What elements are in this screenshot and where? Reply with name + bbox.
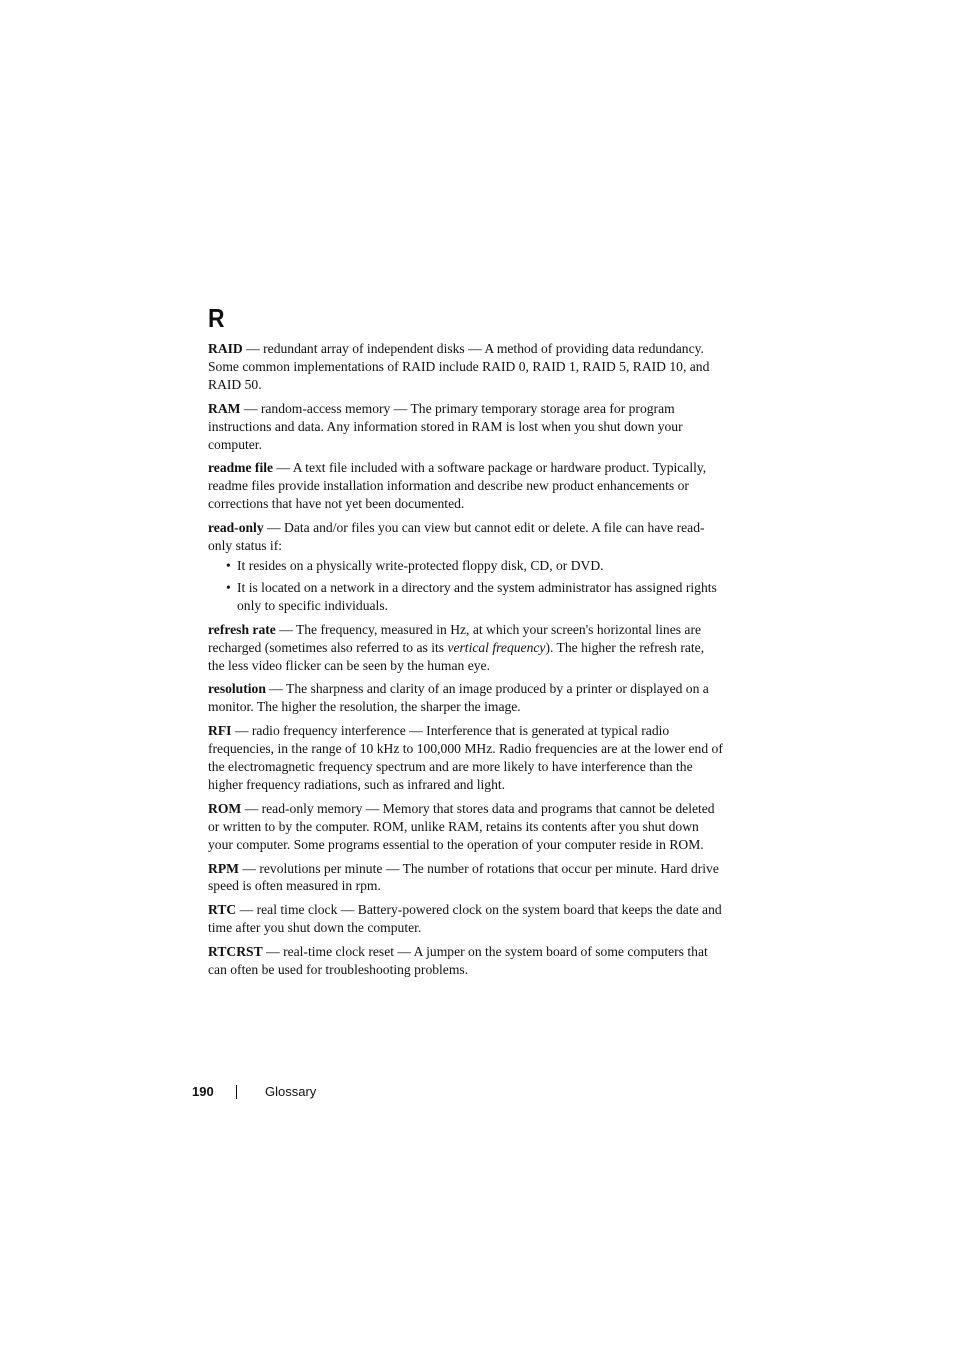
glossary-entry-rtc xyxy=(208,901,723,937)
section-letter-heading: R xyxy=(208,303,225,333)
list-item: • It is located on a network in a directory and the system administrator has assigned rights only to specific individuals. xyxy=(226,579,717,613)
glossary-entry-rom xyxy=(208,800,723,854)
entry-definition-italic: vertical frequency xyxy=(447,639,546,655)
glossary-entry-read-only xyxy=(208,519,723,555)
bullet-icon: • xyxy=(226,579,231,595)
entry-term: read-only xyxy=(208,520,264,536)
entry-definition-part: — The frequency, measured in Hz, at which your screen's horizontal lines are recharged (sometimes also referred to as its xyxy=(208,621,702,655)
glossary-entry-resolution xyxy=(208,680,723,716)
entry-definition: — radio frequency interference — Interference that is generated at typical radio frequencies, in the range of 10 kHz to 100,000 MHz. Radio frequencies are at the lower end of the electromagnetic frequency spectrum and are more likely to have interference than the higher frequency radiations, such as infrared and light. xyxy=(208,723,723,792)
glossary-entry-raid xyxy=(208,340,723,394)
entry-term: RTC xyxy=(208,902,237,918)
entry-definition: — real-time clock reset — A jumper on the system board of some computers that can often be used for troubleshooting problems. xyxy=(208,944,708,978)
glossary-entry-rfi xyxy=(208,722,723,794)
entry-definition: — Data and/or files you can view but cannot edit or delete. A file can have read-only status if: xyxy=(208,520,705,554)
glossary-entry-readme-file xyxy=(208,459,723,513)
read-only-conditions-list xyxy=(208,557,723,615)
entry-term: RFI xyxy=(208,723,232,739)
glossary-entry-rpm xyxy=(208,860,723,896)
entry-term: RPM xyxy=(208,860,239,876)
page-footer xyxy=(192,1083,316,1101)
page-number: 190 xyxy=(192,1084,214,1099)
entry-term: refresh rate xyxy=(208,621,276,637)
entry-definition: — The sharpness and clarity of an image produced by a printer or displayed on a monitor. The higher the resolution, the sharper the image. xyxy=(208,681,709,715)
glossary-entry-refresh-rate xyxy=(208,621,723,675)
entry-definition: — real time clock — Battery-powered clock on the system board that keeps the date and time after you shut down the computer. xyxy=(208,902,722,936)
glossary-entry-ram xyxy=(208,400,723,454)
glossary-entry-rtcrst xyxy=(208,943,723,979)
footer-divider xyxy=(236,1085,237,1099)
entry-term: ROM xyxy=(208,800,242,816)
entry-definition: — read-only memory — Memory that stores data and programs that cannot be deleted or written to by the computer. ROM, unlike RAM, retains its contents after you shut down your computer. Some programs essential to the operation of your computer reside in ROM. xyxy=(208,800,715,852)
entry-term: RAID xyxy=(208,341,243,356)
footer-section-name: Glossary xyxy=(265,1084,317,1099)
bullet-icon: • xyxy=(226,557,231,573)
entry-definition: — A text file included with a software package or hardware product. Typically, readme files provide installation information and describe new product enhancements or corrections that have not yet been documented. xyxy=(208,460,707,512)
entry-definition: — revolutions per minute — The number of rotations that occur per minute. Hard drive speed is often measured in rpm. xyxy=(208,860,719,894)
glossary-entries xyxy=(208,340,723,985)
entry-definition-part: ). The higher the refresh rate, the less video flicker can be seen by the human eye. xyxy=(208,639,705,673)
entry-definition: — random-access memory — The primary temporary storage area for program instructions and data. Any information stored in RAM is lost when you shut down your computer. xyxy=(208,400,683,452)
entry-term: readme file xyxy=(208,460,274,476)
entry-term: RTCRST xyxy=(208,944,263,960)
entry-term: resolution xyxy=(208,681,266,697)
entry-definition: — redundant array of independent disks — A method of providing data redundancy. Some common implementations of RAID include RAID 0, RAID 1, RAID 5, RAID 10, and RAID 50. xyxy=(208,341,710,392)
entry-term: RAM xyxy=(208,400,241,416)
list-item: • It resides on a physically write-protected floppy disk, CD, or DVD. xyxy=(226,557,604,573)
